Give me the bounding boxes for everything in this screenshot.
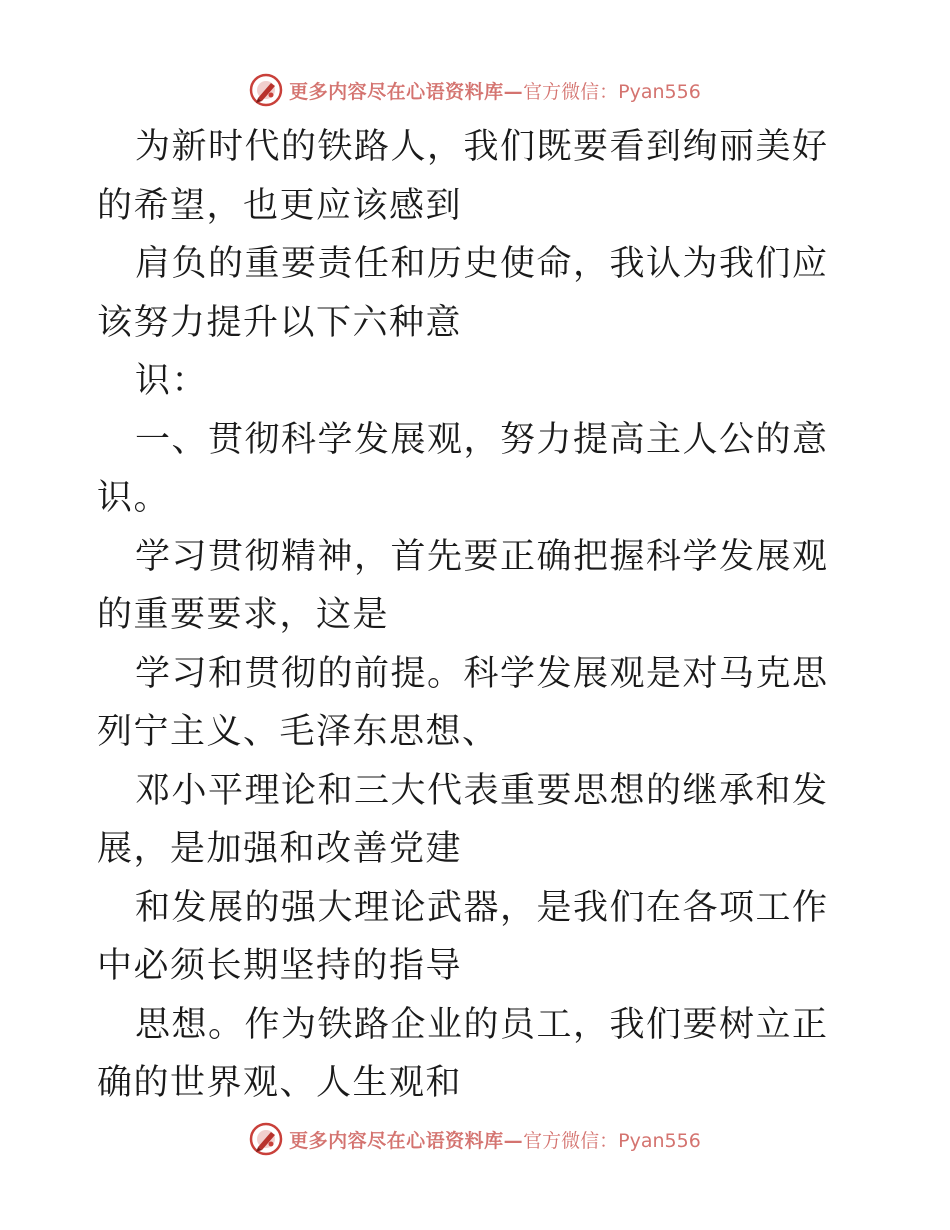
pen-logo-icon	[249, 1122, 283, 1156]
banner-site-text: 更多内容尽在心语资料库	[289, 80, 504, 103]
header-banner	[0, 70, 950, 110]
paragraph-2: 肩负的重要责任和历史使命，我认为我们应该努力提升以下六种意	[97, 244, 829, 343]
banner-text	[289, 1126, 701, 1153]
paragraph-7: 和发展的强大理论武器，是我们在各项工作中必须长期坚持的指导	[97, 887, 829, 986]
banner-text	[289, 77, 701, 104]
document-body	[97, 118, 857, 1113]
section-heading-1: 一、贯彻科学发展观，努力提高主人公的意识。	[97, 419, 829, 518]
paragraph-3: 识：	[135, 361, 209, 401]
footer-banner	[0, 1119, 950, 1159]
paragraph-4: 学习贯彻精神，首先要正确把握科学发展观的重要要求，这是	[97, 536, 829, 635]
pen-logo-icon	[249, 73, 283, 107]
paragraph-5: 学习和贯彻的前提。科学发展观是对马克思列宁主义、毛泽东思想、	[97, 653, 829, 752]
banner-wechat-text: 官方微信：Pyan556	[523, 80, 701, 103]
paragraph-1: 为新时代的铁路人，我们既要看到绚丽美好的希望，也更应该感到	[97, 127, 829, 226]
banner-dash: —	[503, 80, 524, 103]
banner-dash: —	[503, 1129, 524, 1152]
banner-site-text: 更多内容尽在心语资料库	[289, 1129, 504, 1152]
banner-wechat-text: 官方微信：Pyan556	[523, 1129, 701, 1152]
paragraph-6: 邓小平理论和三大代表重要思想的继承和发展，是加强和改善党建	[97, 770, 829, 869]
paragraph-8: 思想。作为铁路企业的员工，我们要树立正确的世界观、人生观和	[97, 1004, 829, 1103]
